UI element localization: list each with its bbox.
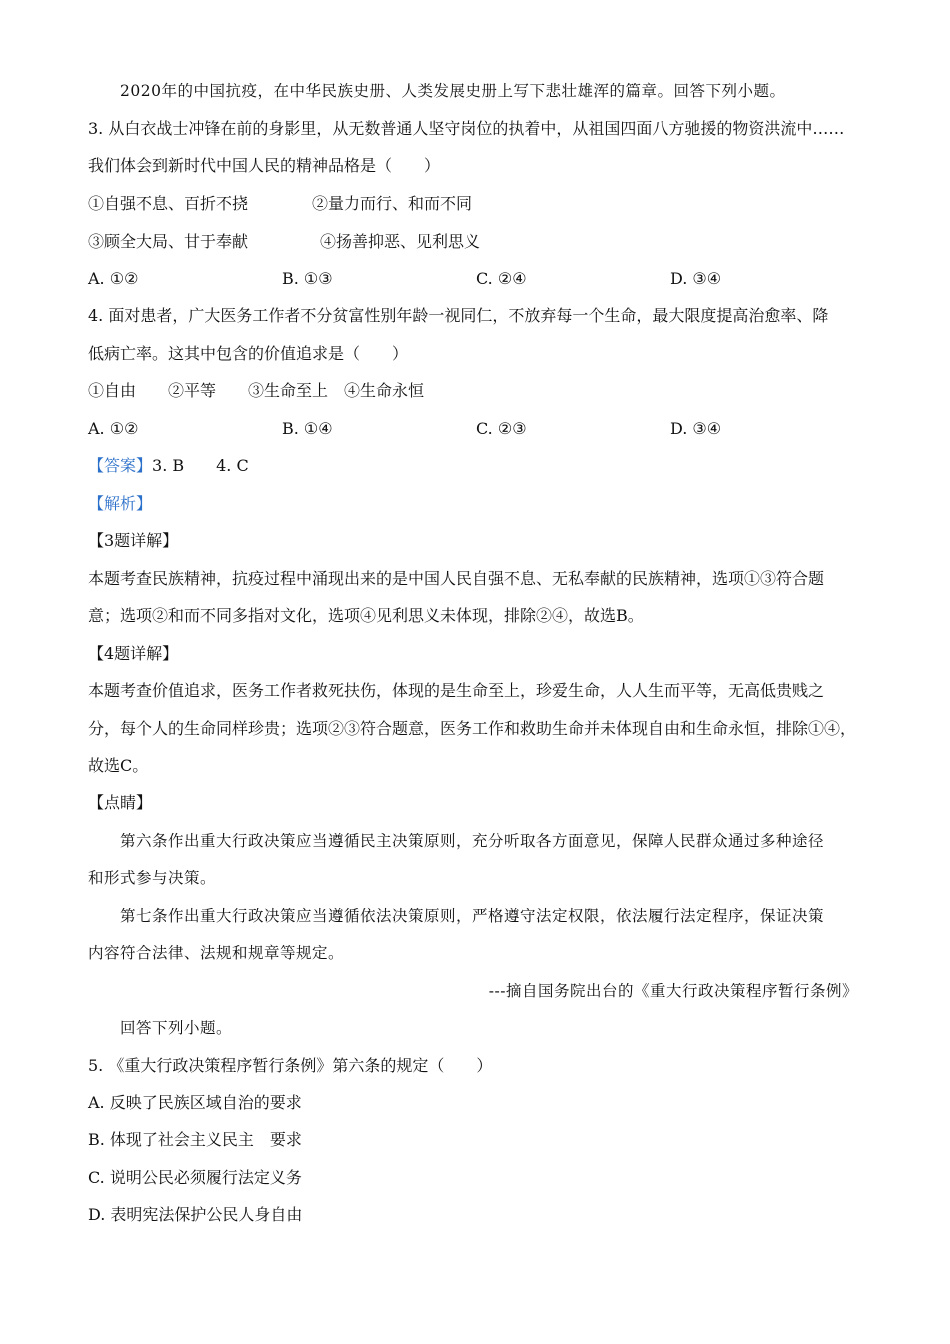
q5-option-a: A. 反映了民族区域自治的要求 — [88, 1093, 302, 1112]
dianjing-label: 【点睛】 — [88, 793, 153, 812]
material-source: ---摘自国务院出台的《重大行政决策程序暂行条例》 — [488, 982, 858, 1000]
q3-option-d: D. ③④ — [670, 269, 722, 288]
detail4-text-2: 分，每个人的生命同样珍贵；选项②③符合题意，医务工作和救助生命并未体现自由和生命永恒，排除①④， — [88, 719, 857, 738]
q5-stem: 5. 《重大行政决策程序暂行条例》第六条的规定（ ） — [88, 1056, 493, 1075]
analysis-label: 【解析】 — [88, 494, 153, 513]
answer-text: 3. B 4. C — [152, 456, 249, 475]
answer-label: 【答案】 — [88, 456, 153, 475]
q4-stem-line2: 低病亡率。这其中包含的价值追求是（ ） — [88, 344, 409, 363]
intro-text: 2020年的中国抗疫，在中华民族史册、人类发展史册上写下悲壮雄浑的篇章。回答下列小题。 — [120, 82, 786, 100]
q3-item-3: ③顾全大局、甘于奉献 — [88, 232, 249, 251]
material-para2-line2: 内容符合法律、法规和规章等规定。 — [88, 944, 345, 962]
q4-option-a: A. ①② — [88, 419, 139, 438]
q5-option-b: B. 体现了社会主义民主 要求 — [88, 1130, 302, 1149]
q4-option-d: D. ③④ — [670, 419, 722, 438]
q4-items: ①自由 ②平等 ③生命至上 ④生命永恒 — [88, 381, 425, 400]
q4-option-b: B. ①④ — [282, 419, 333, 438]
q3-option-b: B. ①③ — [282, 269, 333, 288]
q3-item-1: ①自强不息、百折不挠 — [88, 194, 249, 213]
material-para2-line1: 第七条作出重大行政决策应当遵循依法决策原则，严格遵守法定权限，依法履行法定程序，保证决策 — [120, 907, 825, 925]
detail3-label: 【3题详解】 — [88, 531, 179, 550]
detail4-text-3: 故选C。 — [88, 756, 149, 775]
material-prompt: 回答下列小题。 — [120, 1019, 233, 1037]
detail3-text-2: 意；选项②和而不同多指对文化，选项④见利思义未体现，排除②④，故选B。 — [88, 606, 644, 625]
q3-stem-line1: 3. 从白衣战士冲锋在前的身影里，从无数普通人坚守岗位的执着中，从祖国四面八方驰援的物资洪流中…… — [88, 119, 845, 138]
q4-option-c: C. ②③ — [476, 419, 527, 438]
material-para1-line1: 第六条作出重大行政决策应当遵循民主决策原则，充分听取各方面意见，保障人民群众通过多种途径 — [120, 832, 825, 850]
q4-stem-line1: 4. 面对患者，广大医务工作者不分贫富性别年龄一视同仁，不放弃每一个生命，最大限度提高治愈率、降 — [88, 306, 829, 325]
q3-item-4: ④扬善抑恶、见利思义 — [320, 232, 481, 251]
material-para1-line2: 和形式参与决策。 — [88, 869, 217, 887]
q3-stem-line2: 我们体会到新时代中国人民的精神品格是（ ） — [88, 156, 441, 175]
q5-option-d: D. 表明宪法保护公民人身自由 — [88, 1205, 303, 1224]
q3-option-c: C. ②④ — [476, 269, 527, 288]
detail3-text-1: 本题考查民族精神，抗疫过程中涌现出来的是中国人民自强不息、无私奉献的民族精神，选项①③符合题 — [88, 569, 825, 588]
q3-option-a: A. ①② — [88, 269, 139, 288]
q3-item-2: ②量力而行、和而不同 — [312, 194, 473, 213]
detail4-text-1: 本题考查价值追求，医务工作者救死扶伤，体现的是生命至上，珍爱生命，人人生而平等，无高低贵贱之 — [88, 681, 825, 700]
q5-option-c: C. 说明公民必须履行法定义务 — [88, 1168, 302, 1187]
detail4-label: 【4题详解】 — [88, 644, 179, 663]
answer-line — [88, 455, 249, 477]
